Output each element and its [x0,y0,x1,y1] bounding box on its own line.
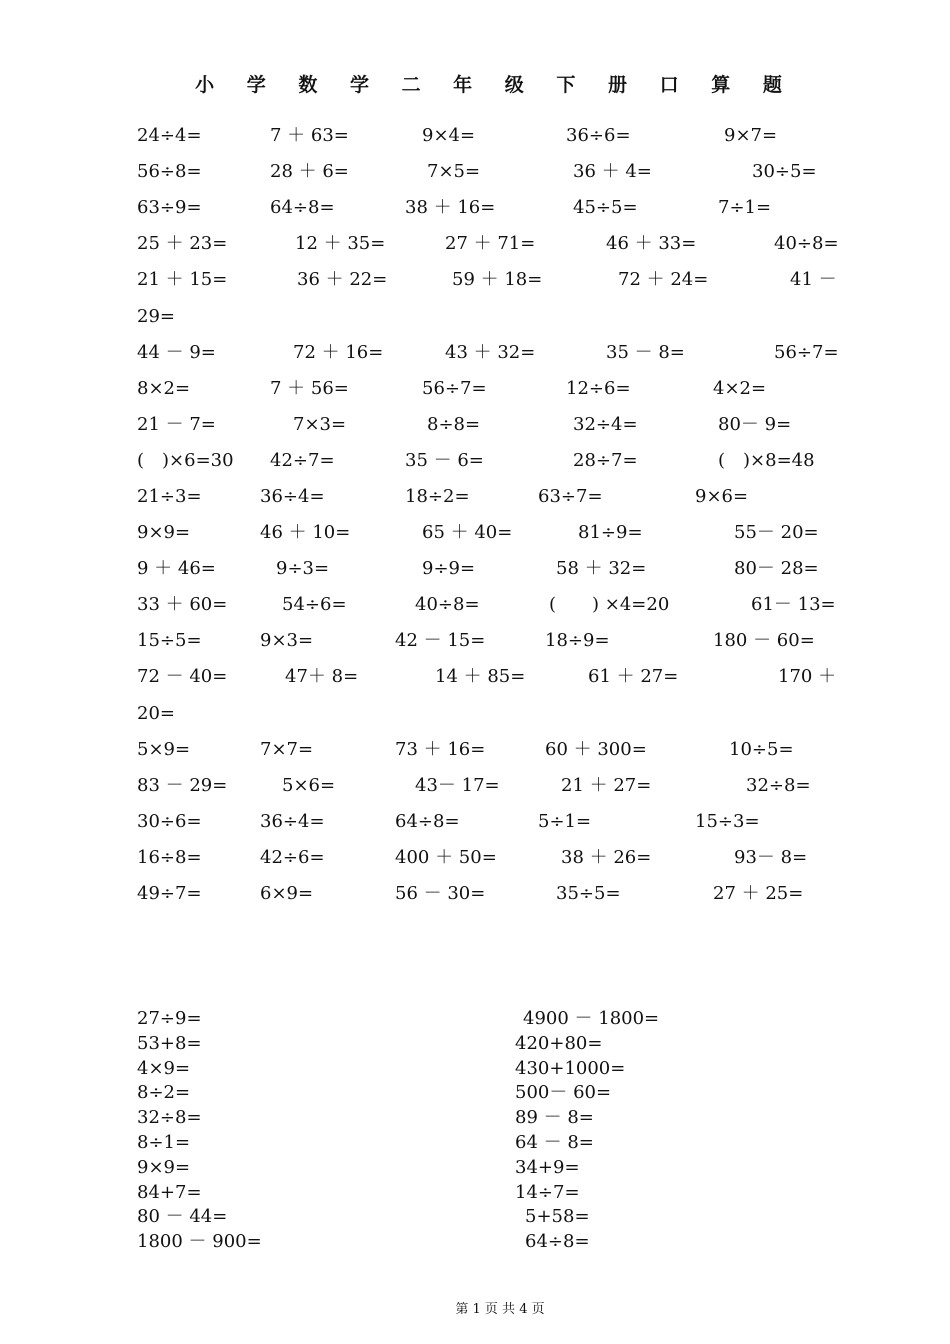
problem-cell: 45÷5= [573,197,638,218]
problem-cell: 5×9= [137,739,191,760]
problem-cell: 55－ 20= [734,522,819,543]
list-right-item: 64÷8= [525,1231,590,1253]
problem-cell: 8×2= [137,378,191,399]
problem-cell: 21 ＋ 15= [137,269,228,290]
problem-cell: 180 － 60= [713,630,815,651]
problem-cell: 9×9= [137,522,191,543]
problem-cell: 65 ＋ 40= [422,522,513,543]
problem-cell: 46 ＋ 10= [260,522,351,543]
list-right-item: 5+58= [525,1206,590,1228]
problem-cell: 15÷5= [137,630,202,651]
problem-cell: 35 － 6= [405,450,484,471]
problem-cell: 83 － 29= [137,775,228,796]
list-left-item: 4×9= [137,1057,191,1079]
list-left-item: 8÷2= [137,1082,191,1104]
problem-cell: 9÷9= [422,558,476,579]
problem-cell: 7×7= [260,739,314,760]
problem-cell: 72 ＋ 24= [618,269,709,290]
problem-cell: 30÷5= [752,161,817,182]
problem-cell: 9 ＋ 46= [137,558,216,579]
problem-cell: 36÷4= [260,811,325,832]
problem-cell: ( )×6=30 [137,450,234,471]
problem-cell: 25 ＋ 23= [137,233,228,254]
problem-cell: 27 ＋ 71= [445,233,536,254]
problem-cell: 400 ＋ 50= [395,847,497,868]
problem-cell: 64÷8= [270,197,335,218]
problem-cell: 61－ 13= [751,594,836,615]
problem-cell: 7×5= [427,161,481,182]
problem-cell: 64÷8= [395,811,460,832]
problem-cell: 33 ＋ 60= [137,594,228,615]
problem-cell: 40÷8= [415,594,480,615]
problem-cell: 35÷5= [556,883,621,904]
problem-cell: 12÷6= [566,378,631,399]
problem-cell: 61 ＋ 27= [588,666,679,687]
problem-cell: 46 ＋ 33= [606,233,697,254]
problem-cell: ( ) ×4=20 [549,594,670,615]
problem-cell: 10÷5= [729,739,794,760]
list-left-item: 84+7= [137,1181,202,1203]
list-right-item: 34+9= [515,1156,580,1178]
list-left-item: 9×9= [137,1156,191,1178]
problem-cell: 35 － 8= [606,342,685,363]
problem-cell: 28 ＋ 6= [270,161,349,182]
problem-cell: 18÷9= [545,630,610,651]
problem-cell: 36 ＋ 4= [573,161,652,182]
problem-cell: 7×3= [293,414,347,435]
problem-cell: 14 ＋ 85= [435,666,526,687]
problem-cell: 9×7= [724,125,778,146]
problem-cell: 7÷1= [718,197,772,218]
problem-cell: 56÷7= [774,342,839,363]
problem-cell: 73 ＋ 16= [395,739,486,760]
problem-cell: 60 ＋ 300= [545,739,647,760]
problem-cell: 43 ＋ 32= [445,342,536,363]
problem-cell: 9×6= [695,486,749,507]
problem-cell: 4×2= [713,378,767,399]
problem-cell: 21 － 7= [137,414,216,435]
list-left-item: 1800 － 900= [137,1231,262,1253]
problem-cell: 36÷4= [260,486,325,507]
problem-cell: 42÷7= [270,450,335,471]
list-right-item: 64 － 8= [515,1132,594,1153]
problem-cell: 44 － 9= [137,342,216,363]
problem-cell: 29= [137,306,175,327]
problem-cell: 8÷8= [427,414,481,435]
problem-cell: 30÷6= [137,811,202,832]
problem-cell: 72 ＋ 16= [293,342,384,363]
problem-cell: 7 ＋ 63= [270,125,349,146]
problem-cell: 7 ＋ 56= [270,378,349,399]
problem-cell: 42 － 15= [395,630,486,651]
problem-cell: 38 ＋ 16= [405,197,496,218]
problem-cell: 43－ 17= [415,775,500,796]
page-footer: 第 1 页 共 4 页 [455,1302,545,1317]
problem-cell: ( )×8=48 [718,450,815,471]
problem-cell: 9×4= [422,125,476,146]
list-right-item: 500－ 60= [515,1082,612,1104]
problem-cell: 80－ 9= [718,414,792,435]
problem-cell: 6×9= [260,883,314,904]
problem-cell: 5÷1= [538,811,592,832]
list-left-item: 80 － 44= [137,1206,228,1228]
problem-cell: 27 ＋ 25= [713,883,804,904]
problem-cell: 28÷7= [573,450,638,471]
problem-cell: 63÷7= [538,486,603,507]
problem-cell: 15÷3= [695,811,760,832]
problem-cell: 24÷4= [137,125,202,146]
problem-cell: 170 ＋ [778,666,837,687]
problem-cell: 58 ＋ 32= [556,558,647,579]
problem-cell: 21÷3= [137,486,202,507]
list-right-item: 430+1000= [515,1057,626,1079]
problem-cell: 72 － 40= [137,666,228,687]
problem-cell: 56÷8= [137,161,202,182]
problem-cell: 9×3= [260,630,314,651]
list-right-item: 14÷7= [515,1181,580,1203]
list-right-item: 420+80= [515,1032,603,1054]
problem-cell: 18÷2= [405,486,470,507]
problem-cell: 38 ＋ 26= [561,847,652,868]
problem-cell: 40÷8= [774,233,839,254]
list-left-item: 8÷1= [137,1132,191,1153]
problem-cell: 12 ＋ 35= [295,233,386,254]
list-left-item: 53+8= [137,1032,202,1054]
problem-cell: 20= [137,703,175,724]
problem-cell: 16÷8= [137,847,202,868]
problem-cell: 36 ＋ 22= [297,269,388,290]
problem-cell: 59 ＋ 18= [452,269,543,290]
problem-cell: 32÷8= [746,775,811,796]
problem-cell: 42÷6= [260,847,325,868]
list-left-item: 27÷9= [137,1008,202,1029]
problem-cell: 80－ 28= [734,558,819,579]
problem-cell: 9÷3= [276,558,330,579]
list-right-item: 4900 － 1800= [523,1008,660,1029]
problem-cell: 54÷6= [282,594,347,615]
list-right-item: 89 － 8= [515,1107,594,1129]
list-left-item: 32÷8= [137,1107,202,1129]
problem-cell: 49÷7= [137,883,202,904]
problem-cell: 5×6= [282,775,336,796]
problem-cell: 56 － 30= [395,883,486,904]
problem-cell: 21 ＋ 27= [561,775,652,796]
problem-cell: 63÷9= [137,197,202,218]
problem-cell: 41 － [790,269,837,290]
problem-cell: 81÷9= [578,522,643,543]
problem-cell: 32÷4= [573,414,638,435]
problem-cell: 56÷7= [422,378,487,399]
problem-cell: 36÷6= [566,125,631,146]
page-title: 小 学 数 学 二 年 级 下 册 口 算 题 [195,74,795,96]
problem-cell: 47＋ 8= [285,666,359,687]
problem-cell: 93－ 8= [734,847,808,868]
